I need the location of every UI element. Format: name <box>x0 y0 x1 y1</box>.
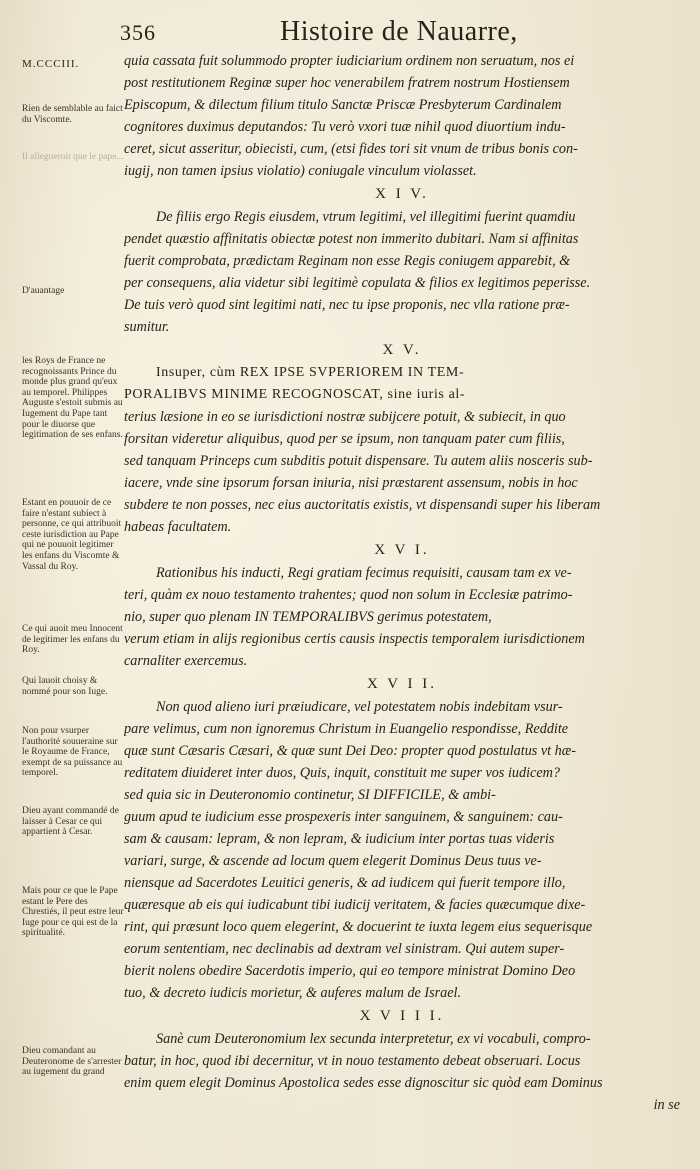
margin-note-1: Rien de semblable au faict du Viscomte. <box>22 104 123 125</box>
text-line: rint, qui præsunt loco quem elegerint, & docuerint te iuxta legem eius sequerisque <box>124 919 593 935</box>
text-line: enim quem elegit Dominus Apostolica sedes esse dignoscitur sic quòd eam Dominus <box>124 1075 603 1091</box>
text-line: quæresque ab eis qui iudicabunt tibi iudicij veritatem, & facies quæcumque dixe- <box>124 897 586 913</box>
text-line: Rationibus his inducti, Regi gratiam fecimus requisiti, causam tam ex ve- <box>156 565 572 581</box>
text-line: iugij, non tamen ipsius violatio) coniugale vinculum violasset. <box>124 163 477 179</box>
text-line: Insuper, cùm REX IPSE SVPERIOREM IN TEM- <box>156 365 465 380</box>
text-line: quia cassata fuit solummodo propter iudiciarium ordinem non seruatum, nos ei <box>124 53 575 69</box>
running-title: Histoire de Nauarre, <box>280 16 518 47</box>
text-line: sed quia sic in Deuteronomio continetur, SI DIFFICILE, & ambi- <box>124 787 496 803</box>
margin-note-11: Dieu comandant au Deuteronome de s'arrester au iugement du grand <box>22 1046 122 1078</box>
text-line: quæ sunt Cæsaris Cæsari, & quæ sunt Dei Deo: propter quod postulatus vt hæ- <box>124 743 576 759</box>
margin-note-9: Dieu ayant commandé de laisser à Cesar ce qui appartient à Cesar. <box>22 806 119 838</box>
text-line: fuerit comprobata, prædictam Reginam non esse Regis coniugem apparebit, & <box>124 253 571 269</box>
section-heading: X I V. <box>375 186 429 202</box>
text-line: variari, surge, & ascende ad locum quem elegerit Dominus Deus tuus ve- <box>124 853 542 869</box>
text-line: sed tanquam Princeps cum subditis potuit dispensare. Tu autem aliis nosceris sub- <box>124 453 593 469</box>
text-line: Sanè cum Deuteronomium lex secunda interpretetur, ex vi vocabuli, compro- <box>156 1031 591 1047</box>
section-heading: X V I I. <box>366 676 438 692</box>
text-line: niensque ad Sacerdotes Leuitici generis, & ad iudicem qui fuerit tempore illo, <box>124 875 566 891</box>
text-line: habeas facultatem. <box>124 519 232 535</box>
margin-note-2: Il allegueroit que le pape... <box>22 152 124 162</box>
text-line: iacere, vnde sine ipsorum forsan iniuria, nisi præstarent assensum, nobis in hoc <box>124 475 578 491</box>
text-line: Episcopum, & dilectum filium titulo Sanctæ Priscæ Presbyterum Cardinalem <box>124 97 562 113</box>
page-header <box>120 14 680 54</box>
margin-note-10: Mais pour ce que le Pape estant le Pere des Chrestiés, il peut estre leur Iuge pour ce qui est de la spiritualité. <box>22 886 124 939</box>
text-line: forsitan videretur aliquibus, quod per se ipsum, non tanquam pater cum filiis, <box>124 431 565 447</box>
text-line: batur, in hoc, quod ibi decernitur, vt in nouo testamento debeat obseruari. Locus <box>124 1053 581 1069</box>
margin-note-7: Qui lauoit choisy & nommé pour son Iuge. <box>22 676 108 697</box>
text-line: reditatem diuideret inter duos, Quis, inquit, constituit me super vos iudicem? <box>124 765 560 781</box>
text-line: De tuis verò quod sint legitimi nati, nec tu ipse proponis, nec vlla ratione præ- <box>124 297 570 313</box>
text-line: ceret, sicut asseritur, obiecisti, cum, (etsi fides tori sit vnum de tribus bonis con- <box>124 141 578 157</box>
text-line: carnaliter exercemus. <box>124 653 248 669</box>
margin-year: M.CCCIII. <box>22 58 80 70</box>
section-heading: X V I. <box>374 542 430 558</box>
text-line: verum etiam in alijs regionibus certis causis inspectis temporalem iurisdictionem <box>124 631 585 647</box>
text-line: guum apud te iudicium esse prospexeris inter sanguinem, & sanguinem: cau- <box>124 809 563 825</box>
text-line: sumitur. <box>124 319 170 335</box>
catchword: in se <box>653 1097 680 1113</box>
margin-note-8: Non pour vsurper l'authorité souueraine sur le Royaume de France, exempt de sa puissance au temporel. <box>22 726 123 779</box>
text-line: pare velimus, cum non ignoremus Christum in Euangelio respondisse, Reddite <box>124 721 569 737</box>
text-line: cognitores duximus deputandos: Tu verò vxori tuæ nihil quod diuortium indu- <box>124 119 566 135</box>
text-line: pendet quæstio affinitatis obiectæ potest non immerito dubitari. Nam si affinitas <box>124 231 579 247</box>
margin-note-3: D'auantage <box>22 286 65 296</box>
text-line: nio, super quo plenam IN TEMPORALIBVS gerimus potestatem, <box>124 609 492 625</box>
text-line: teri, quàm ex nouo testamento trahentes; quod non solum in Ecclesiæ patrimo- <box>124 587 573 603</box>
text-line: subdere te non posses, nec eius auctoritatis existis, vt dispensandi super his liberam <box>124 497 601 513</box>
text-line: Non quod alieno iuri præiudicare, vel potestatem nobis indebitam vsur- <box>156 699 563 715</box>
margin-note-6: Ce qui auoit meu Innocent de legitimer les enfans du Roy. <box>22 624 123 656</box>
text-line: De filiis ergo Regis eiusdem, vtrum legitimi, vel illegitimi fuerint quamdiu <box>156 209 576 225</box>
text-line: per consequens, alia videtur sibi legitimè copulata & filios ex legitimos peperisse. <box>124 275 591 291</box>
margin-note-4: les Roys de France ne recognoissants Prince du monde plus grand qu'eux au temporel. Philippes Auguste s'estoit submis au Iugement du Pape tant pour le diuorse que legitimation de ses enfans. <box>22 356 123 441</box>
text-line: terius læsione in eo se iurisdictioni nostræ subijcere potuit, & subiecit, in quo <box>124 409 566 425</box>
text-line: PORALIBVS MINIME RECOGNOSCAT, sine iuris al- <box>124 387 466 402</box>
text-line: sam & causam: lepram, & non lepram, & iudicium inter portas tuas videris <box>124 831 555 847</box>
text-line: bierit nolens obedire Sacerdotis imperio, qui eo tempore ministrat Domino Deo <box>124 963 576 979</box>
text-line: tuo, & decreto iudicis morietur, & auferes malum de Israel. <box>124 985 462 1001</box>
page-number: 356 <box>120 20 156 45</box>
margin-note-5: Estant en pouuoir de ce faire n'estant subiect à personne, ce qui attribuoit ceste iurisdiction au Pape qui ne pouuoit legitimer les enfans du Viscomte & Vassal du Roy. <box>22 498 122 572</box>
text-line: eorum sententiam, nec declinabis ad dextram vel sinistram. Qui autem super- <box>124 941 565 957</box>
text-line: post restitutionem Reginæ super hoc venerabilem fratrem nostrum Hostiensem <box>124 75 570 91</box>
section-heading: X V I I I. <box>359 1008 445 1024</box>
section-heading: X V. <box>382 342 422 358</box>
